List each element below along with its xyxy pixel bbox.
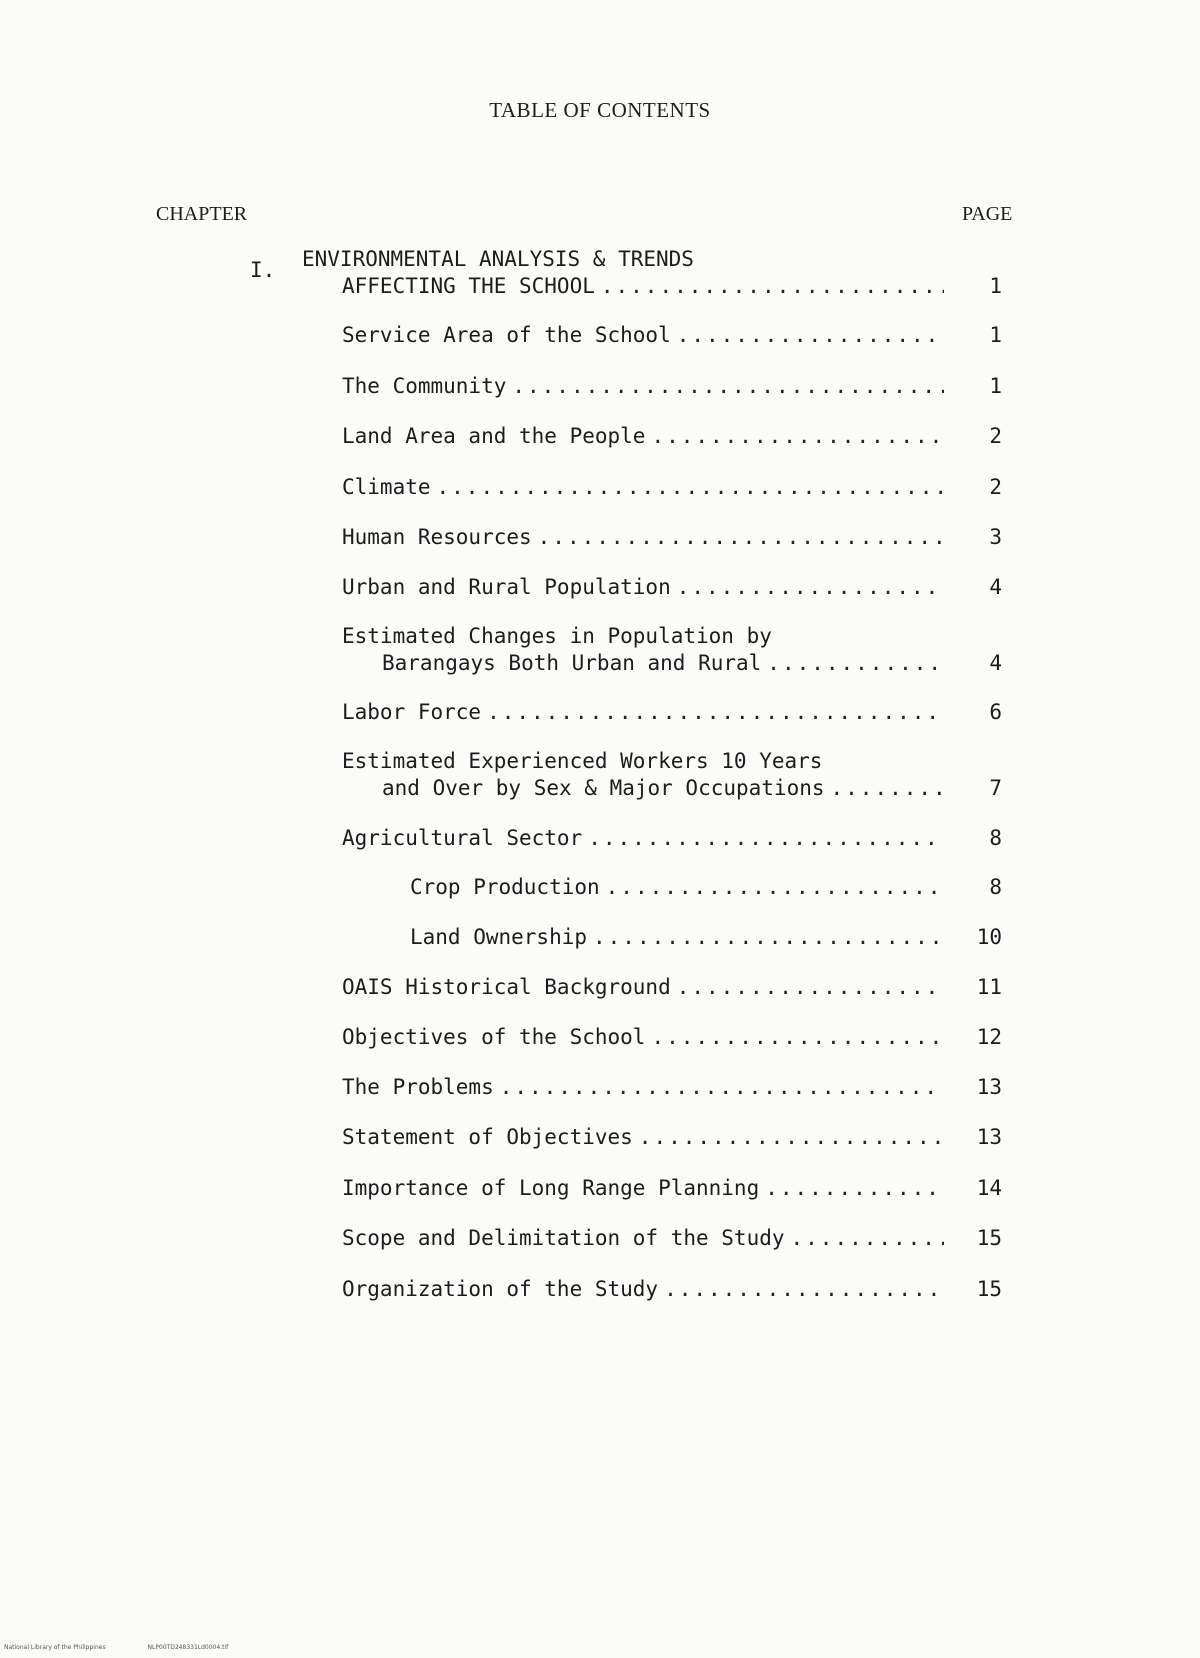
- toc-entry-row: [342, 699, 1002, 726]
- page-column-header: PAGE: [962, 203, 1013, 225]
- toc-entry-row: [342, 650, 1002, 677]
- toc-entry-title: Statement of Objectives: [342, 1125, 633, 1149]
- toc-entry-title: and Over by Sex & Major Occupations: [382, 776, 825, 800]
- dot-leader: [664, 1276, 944, 1303]
- toc-entry-row: [342, 1276, 1002, 1303]
- toc-entry-page: 11: [976, 975, 1002, 999]
- toc-entry-page: 2: [989, 475, 1002, 499]
- toc-entry-page: 4: [989, 651, 1002, 675]
- toc-entry: [342, 423, 1002, 450]
- toc-entry: [342, 474, 1002, 501]
- dot-leader: [639, 1124, 944, 1151]
- chapter-heading-line2: AFFECTING THE SCHOOL: [342, 274, 595, 298]
- toc-entry-title: The Problems: [342, 1075, 494, 1099]
- dot-leader: [593, 924, 944, 951]
- toc-entry: [410, 874, 1002, 901]
- toc-entry-title: Barangays Both Urban and Rural: [382, 651, 762, 675]
- toc-entry: [342, 574, 1002, 601]
- toc-entry-row: [342, 974, 1002, 1001]
- dot-leader: [831, 775, 944, 802]
- toc-entry-page: 15: [976, 1277, 1002, 1301]
- toc-entry-title: Climate: [342, 475, 431, 499]
- toc-entry-page: 15: [976, 1226, 1002, 1250]
- toc-entry: [342, 1124, 1002, 1151]
- chapter-heading: [302, 246, 1002, 300]
- dot-leader: [601, 273, 944, 300]
- chapter-heading-page: 1: [989, 274, 1002, 298]
- toc-entry-title: Service Area of the School: [342, 323, 671, 347]
- toc-entry-title: Organization of the Study: [342, 1277, 659, 1301]
- toc-entry: [342, 1276, 1002, 1303]
- toc-entry-row: [410, 924, 1002, 951]
- toc-entry-title: The Community: [342, 374, 507, 398]
- toc-entry-row: [342, 574, 1002, 601]
- dot-leader: [651, 423, 944, 450]
- toc-entry-page: 10: [976, 925, 1002, 949]
- toc-entry: [342, 1175, 1002, 1202]
- dot-leader: [538, 524, 944, 551]
- toc-entry-title: Labor Force: [342, 700, 482, 724]
- toc-entry-title: Human Resources: [342, 525, 532, 549]
- toc-entry-page: 2: [989, 424, 1002, 448]
- chapter-column-header: CHAPTER: [156, 203, 248, 225]
- toc-entry-row: [342, 1074, 1002, 1101]
- toc-entry-row: [410, 874, 1002, 901]
- toc-entry-row: [342, 474, 1002, 501]
- toc-entry-title-line: Estimated Changes in Population by: [342, 624, 772, 648]
- toc-entry-title: Agricultural Sector: [342, 826, 583, 850]
- toc-entry: [342, 373, 1002, 400]
- toc-entry-title: Urban and Rural Population: [342, 575, 671, 599]
- scan-footer: [4, 1644, 268, 1651]
- toc-entry: [342, 623, 1002, 677]
- toc-entry-page: 8: [989, 875, 1002, 899]
- dot-leader: [588, 825, 944, 852]
- dot-leader: [677, 974, 944, 1001]
- dot-leader: [651, 1024, 944, 1051]
- toc-entry-page: 13: [976, 1075, 1002, 1099]
- toc-entry-row: [342, 373, 1002, 400]
- dot-leader: [437, 474, 944, 501]
- toc-entry: [342, 1225, 1002, 1252]
- dot-leader: [677, 574, 944, 601]
- page-title: TABLE OF CONTENTS: [489, 98, 711, 122]
- toc-entry-page: 6: [989, 700, 1002, 724]
- toc-entry: [342, 748, 1002, 802]
- chapter-heading-line1: ENVIRONMENTAL ANALYSIS & TRENDS: [302, 247, 694, 271]
- toc-entry-row: [342, 524, 1002, 551]
- toc-entry-page: 3: [989, 525, 1002, 549]
- toc-entry-row: [342, 775, 1002, 802]
- toc-entry-title: Land Area and the People: [342, 424, 646, 448]
- toc-entry-title: Land Ownership: [410, 925, 588, 949]
- toc-entry-title: Importance of Long Range Planning: [342, 1176, 760, 1200]
- footer-file: NLP00TD248331Ld0004.tif: [147, 1644, 229, 1651]
- toc-entry-row: [342, 825, 1002, 852]
- footer-library: National Library of the Philippines: [4, 1644, 106, 1651]
- dot-leader: [765, 1175, 944, 1202]
- dot-leader: [512, 373, 944, 400]
- toc-entry: [342, 1024, 1002, 1051]
- toc-entry-title: Objectives of the School: [342, 1025, 646, 1049]
- toc-entry-page: 14: [976, 1176, 1002, 1200]
- toc-entry: [342, 825, 1002, 852]
- chapter-heading-line2-row: [302, 273, 1002, 300]
- toc-entry: [342, 524, 1002, 551]
- dot-leader: [500, 1074, 944, 1101]
- toc-entry-row: [342, 1024, 1002, 1051]
- toc-entry: [342, 974, 1002, 1001]
- dot-leader: [606, 874, 944, 901]
- toc-entry-title: Scope and Delimitation of the Study: [342, 1226, 785, 1250]
- toc-entry-page: 1: [989, 374, 1002, 398]
- dot-leader: [487, 699, 944, 726]
- toc-entry: [342, 322, 1002, 349]
- toc-entry-row: [342, 1175, 1002, 1202]
- toc-entry-row: [342, 322, 1002, 349]
- toc-entry: [410, 924, 1002, 951]
- toc-entry-row: [342, 1225, 1002, 1252]
- dot-leader: [791, 1225, 944, 1252]
- toc-entry: [342, 1074, 1002, 1101]
- toc-entry-page: 13: [976, 1125, 1002, 1149]
- toc-entry-page: 4: [989, 575, 1002, 599]
- toc-entry: [342, 699, 1002, 726]
- toc-entry-row: [342, 423, 1002, 450]
- toc-entry-title: OAIS Historical Background: [342, 975, 671, 999]
- dot-leader: [677, 322, 944, 349]
- toc-entry-page: 8: [989, 826, 1002, 850]
- chapter-number: I.: [250, 258, 276, 282]
- toc-entry-page: 1: [989, 323, 1002, 347]
- toc-entry-row: [342, 1124, 1002, 1151]
- toc-entry-page: 12: [976, 1025, 1002, 1049]
- toc-entry-title: Crop Production: [410, 875, 600, 899]
- toc-entry-title-line: Estimated Experienced Workers 10 Years: [342, 749, 823, 773]
- dot-leader: [767, 650, 944, 677]
- toc-entry-page: 7: [989, 776, 1002, 800]
